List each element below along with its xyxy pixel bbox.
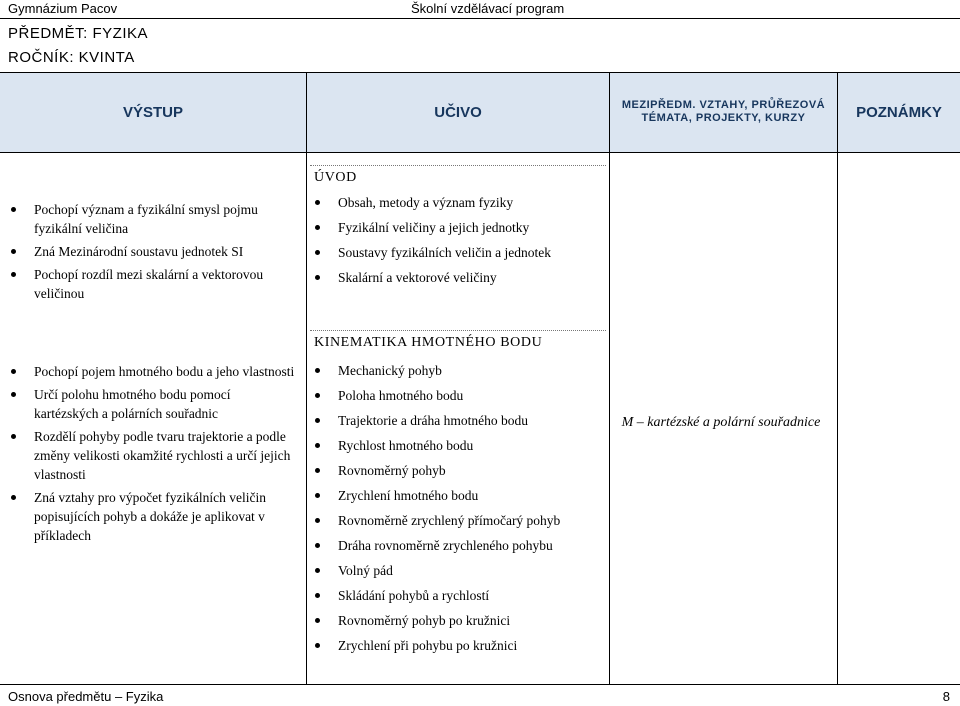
list-item: Obsah, metody a význam fyziky	[312, 193, 606, 212]
list-item: Zná vztahy pro výpočet fyzikálních veličin popisujících pohyb a dokáže je aplikovat v příkladech	[8, 488, 298, 545]
list-item: Rovnoměrný pohyb po kružnici	[312, 611, 606, 630]
section-divider-dotted	[310, 330, 606, 331]
column-header-mezipredm-line1: MEZIPŘEDM. VZTAHY, PRŮŘEZOVÁ	[621, 99, 826, 111]
table-header-border	[0, 152, 960, 153]
outputs-list-uvod	[8, 200, 298, 303]
list-item: Zrychlení při pohybu po kružnici	[312, 636, 606, 655]
curriculum-list-kinematika	[312, 361, 606, 655]
list-item: Pochopí pojem hmotného bodu a jeho vlastnosti	[8, 362, 298, 381]
list-item: Pochopí rozdíl mezi skalární a vektorovou veličinou	[8, 265, 298, 303]
list-item: Rozdělí pohyby podle tvaru trajektorie a podle změny velikosti okamžité rychlosti a určí jejich vlastnosti	[8, 427, 298, 484]
grade-title: ROČNÍK: KVINTA	[8, 49, 135, 66]
section-title-kinematika: KINEMATIKA HMOTNÉHO BODU	[314, 335, 543, 350]
program-name: Školní vzdělávací program	[411, 1, 565, 16]
list-item: Soustavy fyzikálních veličin a jednotek	[312, 243, 606, 262]
section-divider-dotted	[310, 165, 606, 166]
column-divider	[306, 72, 307, 685]
column-header-vystup-label: VÝSTUP	[122, 103, 183, 121]
column-header-vystup	[0, 72, 306, 152]
footer-page-number: 8	[942, 689, 950, 704]
school-name: Gymnázium Pacov	[8, 1, 118, 16]
header-divider	[0, 18, 960, 19]
table-top-border	[0, 72, 960, 73]
list-item: Mechanický pohyb	[312, 361, 606, 380]
subject-title: PŘEDMĚT: FYZIKA	[8, 25, 149, 42]
section-title-uvod: ÚVOD	[314, 170, 357, 185]
list-item: Fyzikální veličiny a jejich jednotky	[312, 218, 606, 237]
footer-doc-title: Osnova předmětu – Fyzika	[8, 689, 164, 704]
list-item: Zná Mezinárodní soustavu jednotek SI	[8, 242, 298, 261]
column-header-poznamky	[838, 72, 960, 152]
list-item: Trajektorie a dráha hmotného bodu	[312, 411, 606, 430]
cross-curricular-note: M – kartézské a polární souřadnice	[621, 415, 821, 430]
column-divider	[837, 72, 838, 685]
column-divider	[609, 72, 610, 685]
column-header-poznamky-label: POZNÁMKY	[856, 103, 942, 121]
column-header-ucivo	[307, 72, 609, 152]
column-header-mezipredm-line2: TÉMATA, PROJEKTY, KURZY	[641, 112, 806, 124]
list-item: Rychlost hmotného bodu	[312, 436, 606, 455]
column-header-mezipredm	[610, 72, 837, 152]
list-item: Poloha hmotného bodu	[312, 386, 606, 405]
column-header-ucivo-label: UČIVO	[434, 103, 482, 121]
list-item: Určí polohu hmotného bodu pomocí kartézských a polárních souřadnic	[8, 385, 298, 423]
list-item: Volný pád	[312, 561, 606, 580]
curriculum-list-uvod	[312, 193, 606, 287]
list-item: Rovnoměrně zrychlený přímočarý pohyb	[312, 511, 606, 530]
list-item: Rovnoměrný pohyb	[312, 461, 606, 480]
footer-divider	[0, 684, 960, 685]
list-item: Dráha rovnoměrně zrychleného pohybu	[312, 536, 606, 555]
list-item: Zrychlení hmotného bodu	[312, 486, 606, 505]
list-item: Pochopí význam a fyzikální smysl pojmu fyzikální veličina	[8, 200, 298, 238]
list-item: Skládání pohybů a rychlostí	[312, 586, 606, 605]
outputs-list-kinematika	[8, 362, 298, 545]
list-item: Skalární a vektorové veličiny	[312, 268, 606, 287]
